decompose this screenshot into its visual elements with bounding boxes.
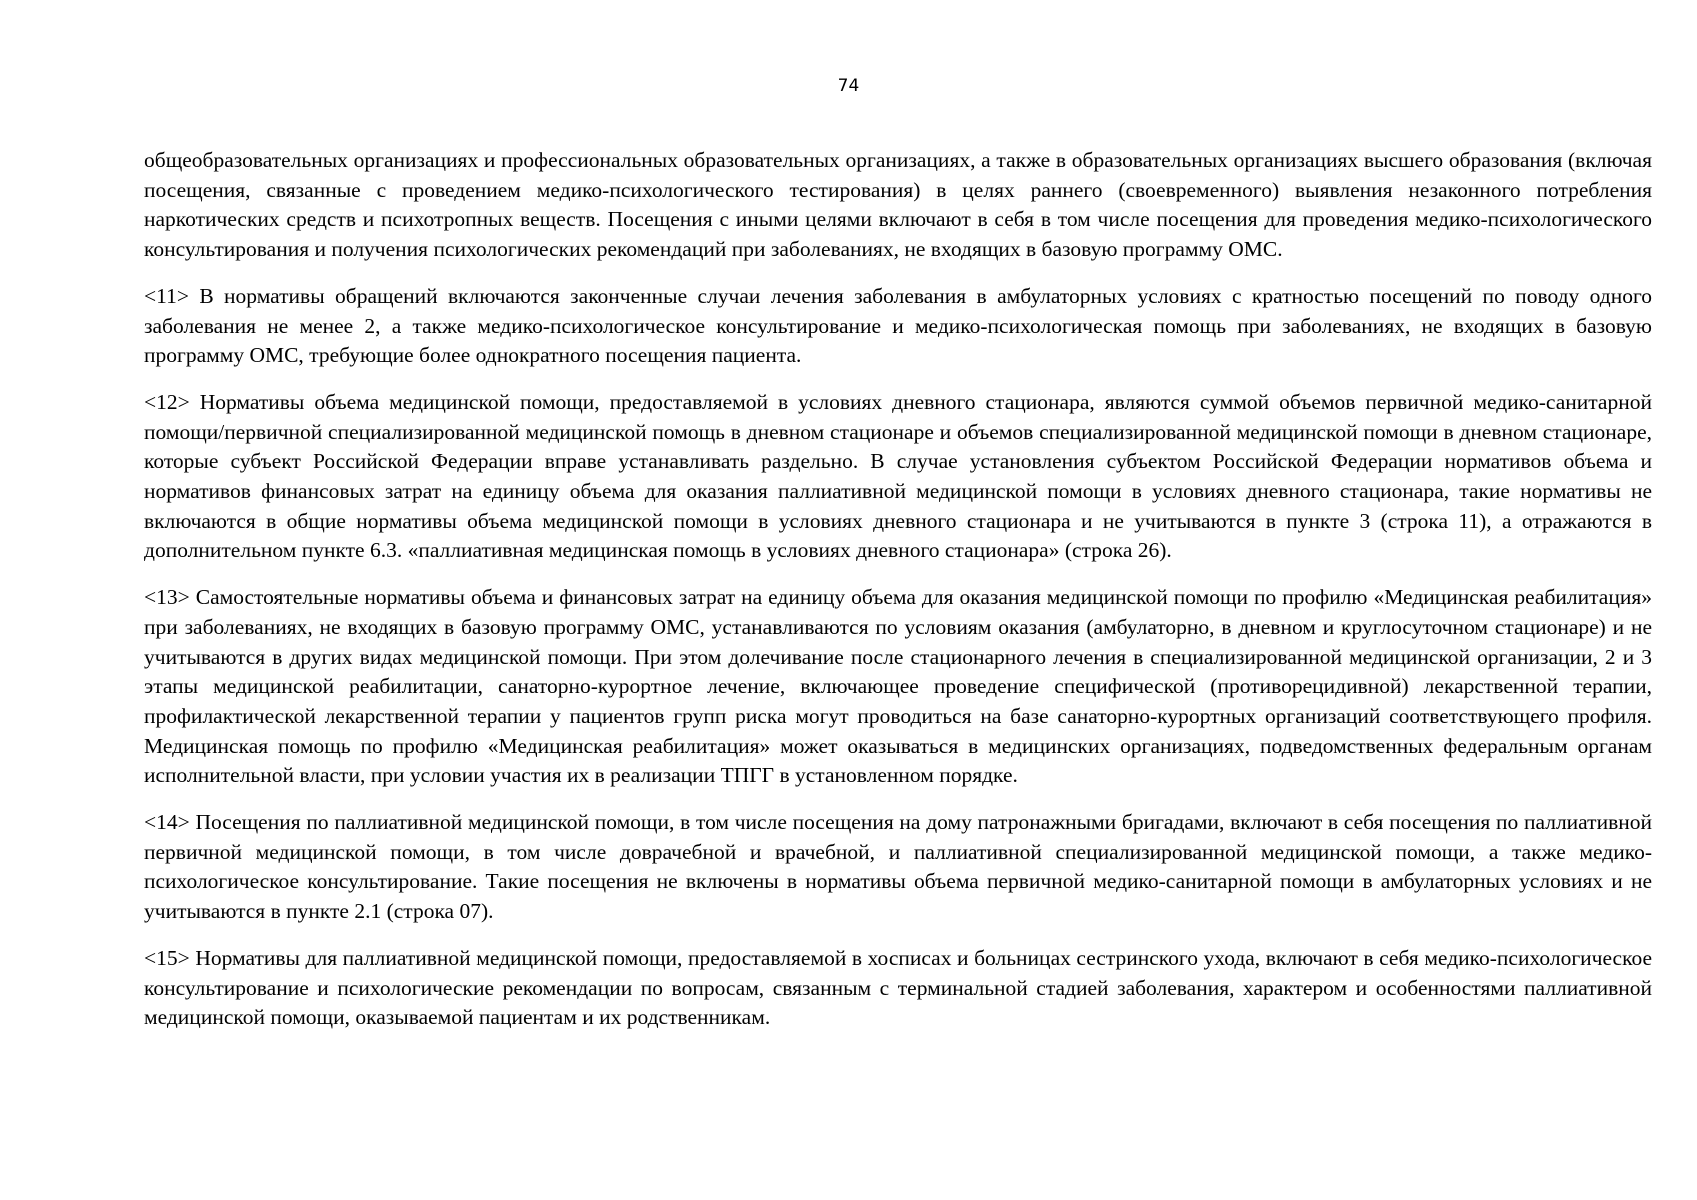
footnote-15: <15> Нормативы для паллиативной медицинской помощи, предоставляемой в хосписах и больницах сестринского ухода, включают в себя медико-психологическое консультирование и психологические рекомендации по вопросам, связанным с терминальной стадией заболевания, характером и особенностями паллиативной медицинской помощи, оказываемой пациентам и их родственникам. xyxy=(144,945,1652,1030)
footnote-14: <14> Посещения по паллиативной медицинской помощи, в том числе посещения на дому патронажными бригадами, включают в себя посещения по паллиативной первичной медицинской помощи, в том числе доврачебной и врачебной, и паллиативной специализированной медицинской помощи, а также медико-психологическое консультирование. Такие посещения не включены в нормативы объема первичной медико-санитарной помощи в амбулаторных условиях и не учитываются в пункте 2.1 (строка 07). xyxy=(144,810,1652,924)
page-number: 74 xyxy=(837,76,860,96)
document-body xyxy=(144,146,1652,1050)
paragraph-continuation: общеобразовательных организациях и профессиональных образовательных организациях, а также в образовательных организациях высшего образования (включая посещения, связанные с проведением медико-психологического тестирования) в целях раннего (своевременного) выявления незаконного потребления наркотических средств и психотропных веществ. Посещения с иными целями включают в себя в том числе посещения для проведения медико-психологического консультирования и получения психологических рекомендаций при заболеваниях, не входящих в базовую программу ОМС. xyxy=(144,148,1652,262)
footnote-11: <11> В нормативы обращений включаются законченные случаи лечения заболевания в амбулаторных условиях с кратностью посещений по поводу одного заболевания не менее 2, а также медико-психологическое консультирование и медико-психологическая помощь при заболеваниях, не входящих в базовую программу ОМС, требующие более однократного посещения пациента. xyxy=(144,283,1652,368)
footnote-13: <13> Самостоятельные нормативы объема и финансовых затрат на единицу объема для оказания медицинской помощи по профилю «Медицинская реабилитация» при заболеваниях, не входящих в базовую программу ОМС, устанавливаются по условиям оказания (амбулаторно, в дневном и круглосуточном стационаре) и не учитываются в других видах медицинской помощи. При этом долечивание после стационарного лечения в специализированной медицинской организации, 2 и 3 этапы медицинской реабилитации, санаторно-курортное лечение, включающее проведение специфической (противорецидивной) лекарственной терапии, профилактической лекарственной терапии у пациентов групп риска могут проводиться на базе санаторно-курортных организаций соответствующего профиля. Медицинская помощь по профилю «Медицинская реабилитация» может оказываться в медицинских организациях, подведомственных федеральным органам исполнительной власти, при условии участия их в реализации ТПГГ в установленном порядке. xyxy=(144,585,1652,788)
footnote-12: <12> Нормативы объема медицинской помощи, предоставляемой в условиях дневного стационара, являются суммой объемов первичной медико-санитарной помощи/первичной специализированной медицинской помощь в дневном стационаре и объемов специализированной медицинской помощи в дневном стационаре, которые субъект Российской Федерации вправе устанавливать раздельно. В случае установления субъектом Российской Федерации нормативов объема и нормативов финансовых затрат на единицу объема для оказания паллиативной медицинской помощи в условиях дневного стационара, такие нормативы не включаются в общие нормативы объема медицинской помощи в условиях дневного стационара и не учитываются в пункте 3 (строка 11), а отражаются в дополнительном пункте 6.3. «паллиативная медицинская помощь в условиях дневного стационара» (строка 26). xyxy=(144,389,1652,563)
